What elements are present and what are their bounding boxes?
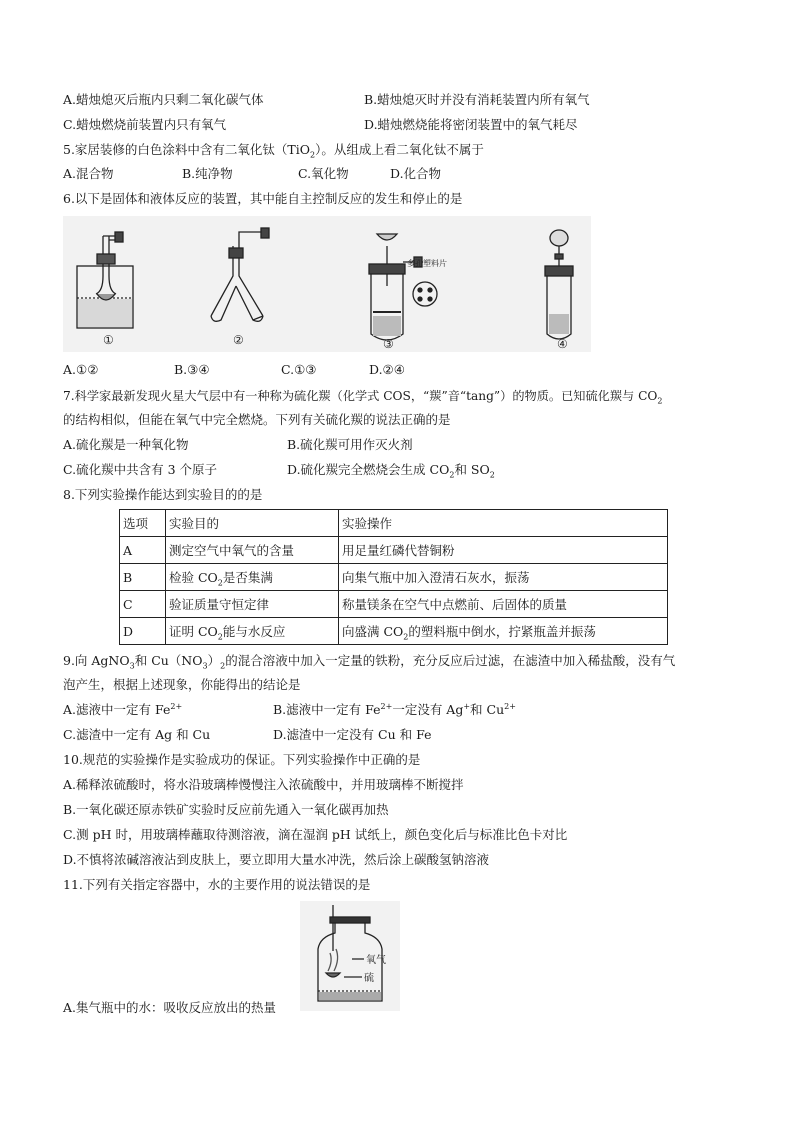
q6-option-a: A.①②: [63, 362, 99, 377]
apparatus-1: [77, 232, 133, 328]
q5-option-c: C.氧化物: [298, 166, 349, 181]
q10-option-c: C.测 pH 时，用玻璃棒蘸取待测溶液，滴在湿润 pH 试纸上，颜色变化后与标准比色卡对比: [63, 827, 568, 842]
q11-figure: [300, 901, 400, 1011]
row-goal: 检验 $CO_2$是否集满: [166, 564, 339, 591]
q4-option-a: A.蜡烛熄灭后瓶内只剩二氧化碳气体: [63, 92, 264, 107]
table-row: [120, 537, 668, 564]
q4-option-d: D.蜡烛燃烧能将密闭装置中的氧气耗尽: [364, 117, 578, 132]
row-goal: 验证质量守恒定律: [166, 591, 339, 618]
row-operation: 称量镁条在空气中点燃前、后固体的质量: [339, 591, 668, 618]
q7-option-d: D.硫化羰完全燃烧会生成 $CO_2$和 $SO_2$: [287, 462, 495, 480]
q6-option-b: B.③④: [174, 362, 210, 377]
q10-stem: 10.规范的实验操作是实验成功的保证。下列实验操作中正确的是: [63, 752, 421, 767]
q11-stem: 11.下列有关指定容器中，水的主要作用的说法错误的是: [63, 877, 371, 892]
table-row: [120, 591, 668, 618]
row-option: C: [120, 591, 166, 618]
q4-option-b: B.蜡烛熄灭时并没有消耗装置内所有氧气: [364, 92, 590, 107]
q6-option-c: C.①③: [281, 362, 317, 377]
q7-stem-line1: 7.科学家最新发现火星大气层中有一种称为硫化羰（化学式 COS，“羰”音“tang”）的物质。已知硫化羰与 $CO_2$: [63, 389, 663, 406]
q9-option-c: C.滤渣中一定有 Ag 和 Cu: [63, 727, 211, 742]
apparatus-2: [211, 228, 269, 321]
q7-stem-line2: 的结构相似，但能在氧气中完全燃烧。下列有关硫化羰的说法正确的是: [63, 412, 451, 427]
row-goal: 测定空气中氧气的含量: [166, 537, 339, 564]
q10-option-d: D.不慎将浓碱溶液沾到皮肤上，要立即用大量水冲洗，然后涂上碳酸氢钠溶液: [63, 852, 490, 867]
q6-option-d: D.②④: [369, 362, 405, 377]
header-operation: 实验操作: [339, 510, 668, 537]
fig-oxygen-label: 氧气: [366, 955, 386, 966]
q6-stem: 6.以下是固体和液体反应的装置，其中能自主控制反应的发生和停止的是: [63, 191, 463, 206]
fig-label-4: ④: [557, 337, 568, 351]
table-row: [120, 618, 668, 645]
row-goal: 证明 $CO_2$能与水反应: [166, 618, 339, 645]
q10-option-b: B.一氧化碳还原赤铁矿实验时反应前先通入一氧化碳再加热: [63, 802, 389, 817]
fig-label-3: ③: [383, 337, 394, 351]
q6-figure: [63, 216, 591, 352]
fig-perforated-plate-label: 多孔塑料片: [407, 259, 447, 268]
apparatus-4: [545, 230, 573, 339]
q7-option-b: B.硫化羰可用作灭火剂: [287, 437, 413, 452]
row-operation: 用足量红磷代替铜粉: [339, 537, 668, 564]
row-operation: 向集气瓶中加入澄清石灰水，振荡: [339, 564, 668, 591]
q7-option-c: C.硫化羰中共含有 3 个原子: [63, 462, 217, 477]
fig-label-2: ②: [233, 333, 244, 347]
q8-stem: 8.下列实验操作能达到实验目的的是: [63, 487, 263, 502]
q9-option-a: A.滤液中一定有 $Fe^{2+}$: [63, 701, 183, 717]
table-row: [120, 564, 668, 591]
gas-jar-illustration: [300, 901, 400, 1011]
q8-table: [119, 509, 668, 645]
fig-sulfur-label: 硫: [364, 973, 374, 984]
q5-option-b: B.纯净物: [182, 166, 233, 181]
row-option: A: [120, 537, 166, 564]
q7-option-a: A.硫化羰是一种氧化物: [63, 437, 189, 452]
fig-label-1: ①: [103, 333, 114, 347]
q9-stem-line1: 9.向 AgNO$_3$和 $Cu(NO_3)_2$的混合溶液中加入一定量的铁粉，充分反应后过滤，在滤渣中加入稀盐酸，没有气: [63, 653, 676, 671]
q5-option-d: D.化合物: [390, 166, 442, 181]
table-header-row: [120, 510, 668, 537]
apparatus-illustration: [63, 216, 591, 352]
q11-option-a: A.集气瓶中的水：吸收反应放出的热量: [63, 1000, 277, 1015]
header-option: 选项: [120, 510, 166, 537]
q10-option-a: A.稀释浓硫酸时，将水沿玻璃棒慢慢注入浓硫酸中，并用玻璃棒不断搅拌: [63, 777, 464, 792]
row-option: D: [120, 618, 166, 645]
header-goal: 实验目的: [166, 510, 339, 537]
q9-option-b: B.滤液中一定有 $Fe^{2+}$一定没有 Ag+和 $Cu^{2+}$: [273, 701, 516, 717]
q9-option-d: D.滤渣中一定没有 Cu 和 Fe: [273, 727, 432, 742]
q9-stem-line2: 泡产生，根据上述现象，你能得出的结论是: [63, 677, 301, 692]
row-option: B: [120, 564, 166, 591]
q5-option-a: A.混合物: [63, 166, 114, 181]
apparatus-3: [369, 234, 437, 340]
q5-stem: 5.家居装修的白色涂料中含有二氧化钛（TiO$_2$）。从组成上看二氧化钛不属于: [63, 142, 484, 160]
q4-option-c: C.蜡烛燃烧前装置内只有氧气: [63, 117, 227, 132]
row-operation: 向盛满 $CO_2$的塑料瓶中倒水，拧紧瓶盖并振荡: [339, 618, 668, 645]
